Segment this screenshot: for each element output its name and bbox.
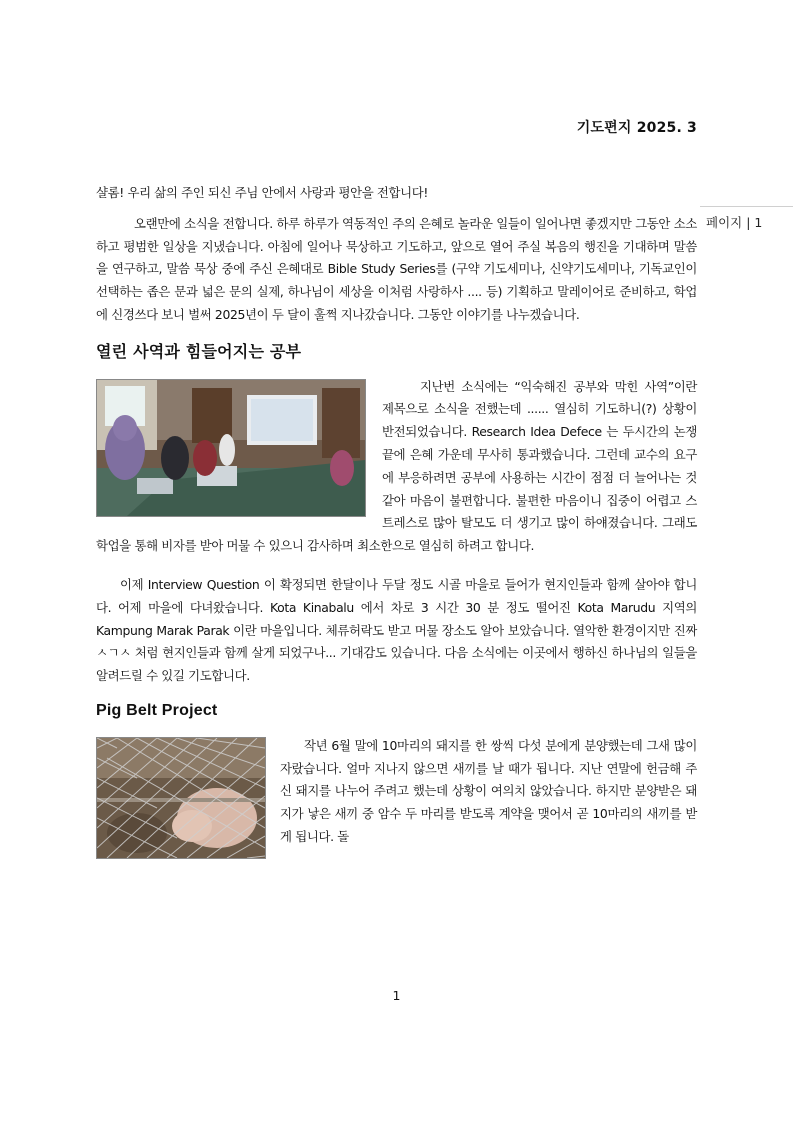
pig-in-pen-image — [97, 738, 265, 858]
intro-paragraph: 오랜만에 소식을 전합니다. 하루 하루가 역동적인 주의 은혜로 놀라운 일들이 일어나면 좋겠지만 그동안 소소하고 평범한 일상을 지냈습니다. 아침에 일어나 묵상하고 기도하고, 앞으로 열어 주실 복음의 행진을 기대하며 말씀을 연구하고, 말씀 묵상 중에 주신 은혜대로 Bible Study Series를 (구약 기도세미나, 신약기도세미나, 기독교인이 선택하는 좁은 문과 넓은 문의 실제, 하나님이 세상을 이처럼 사랑하사 .... 등) 기획하고 말레이어로 준비하고, 학업에 신경쓰다 보니 벌써 2025년이 두 달이 훌쩍 지나갔습니다. 그동안 이야기를 나누겠습니다. — [96, 215, 697, 322]
section-heading-pig-belt: Pig Belt Project — [96, 701, 218, 719]
letter-title: 기도편지 2025. 3 — [576, 120, 697, 136]
pig-photo — [96, 737, 266, 859]
seminar-room-image — [97, 380, 365, 516]
section-heading-ministry: 열린 사역과 힘들어지는 공부 — [96, 341, 302, 361]
seminar-photo — [96, 379, 366, 517]
ministry-paragraph-2: 이제 Interview Question 이 확정되면 한달이나 두달 정도 시골 마을로 들어가 현지인들과 함께 살아야 합니다. 어제 마을에 다녀왔습니다. Kota Kinabalu 에서 차로 3 시간 30 분 정도 떨어진 Kota Marudu 지역의 Kampung Marak Parak 이란 마을입니다. 체류허락도 받고 머물 장소도 알아 보았습니다. 열악한 환경이지만 진짜 ㅅㄱㅅ 처럼 현지인들과 함께 살게 되었구나... 기대감도 있습니다. 다음 소식에는 이곳에서 행하신 하나님의 일들을 알려드릴 수 있길 기도합니다. — [96, 576, 697, 684]
page-marker: 페이지 | 1 — [700, 206, 793, 231]
letter-body — [96, 182, 697, 859]
page-number: 1 — [392, 988, 401, 1003]
ministry-paragraph-1: 지난번 소식에는 “익숙해진 공부와 막힌 사역”이란 제목으로 소식을 전했는데 ...... 열심히 기도하니(?) 상황이 반전되었습니다. Research Idea Defece 는 두시간의 논쟁 끝에 은혜 가운데 무사히 통과했습니다. 그런데 교수의 요구에 부응하려면 공부에 사용하는 시간이 점점 더 늘어나는 것 같아 마음이 불편합니다. 불편한 마음이니 집중이 어렵고 스트레스로 많아 탈모도 더 생기고 많이 하얘졌습니다. 그래도 학업을 통해 비자를 받아 머물 수 있으니 감사하며 최소한으로 열심히 하려고 합니다. — [96, 378, 697, 554]
greeting: 샬롬! 우리 삶의 주인 되신 주님 안에서 사랑과 평안을 전합니다! — [96, 185, 429, 200]
pig-belt-paragraph-1: 작년 6월 말에 10마리의 돼지를 한 쌍씩 다섯 분에게 분양했는데 그새 많이 자랐습니다. 얼마 지나지 않으면 새끼를 날 때가 됩니다. 지난 연말에 헌금해 주신 돼지를 나누어 주려고 했는데 상황이 여의치 않았습니다. 하지만 분양받은 돼지가 낳은 새끼 중 암수 두 마리를 받도록 계약을 맺어서 곧 10마리의 새끼를 받게 됩니다. 돌 — [280, 737, 697, 844]
